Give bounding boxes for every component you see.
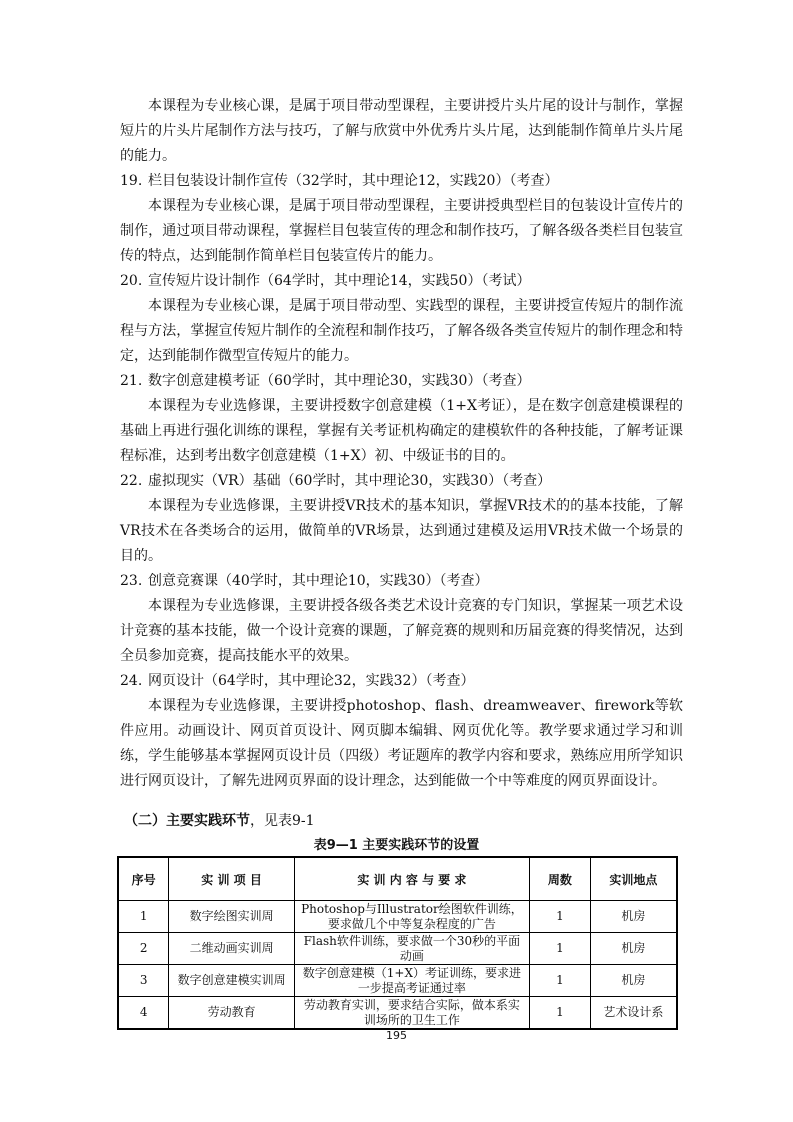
course-title: 栏目包装设计制作宣传（32学时，其中理论12，实践20）（考查） <box>148 173 559 189</box>
cell-location: 机房 <box>590 933 677 965</box>
section-table-ref: ，见表9-1 <box>250 813 315 829</box>
course-title: 创意竞赛课（40学时，其中理论10，实践30）（考查） <box>148 573 489 589</box>
cell-index: 4 <box>118 997 169 1030</box>
course-description-23: 本课程为专业选修课，主要讲授各级各类艺术设计竞赛的专门知识，掌握某一项艺术设计竞赛的基本技能，做一个设计竞赛的课题，了解竞赛的规则和历届竞赛的得奖情况，达到全员参加竞赛，提高技能水平的效果。 <box>120 598 683 664</box>
section-title: （二）主要实践环节 <box>124 813 250 829</box>
practice-table <box>117 856 678 1030</box>
cell-location: 艺术设计系 <box>590 997 677 1030</box>
table-header-row <box>118 857 677 901</box>
cell-location: 机房 <box>590 965 677 997</box>
course-description-20: 本课程为专业核心课，是属于项目带动型、实践型的课程，主要讲授宣传短片的制作流程与方法，掌握宣传短片制作的全流程和制作技巧，了解各级各类宣传短片的制作理念和特定，达到能制作微型宣传短片的能力。 <box>120 298 683 364</box>
header-weeks: 周数 <box>530 857 591 901</box>
cell-project: 劳动教育 <box>169 997 294 1030</box>
course-description-22: 本课程为专业选修课，主要讲授VR技术的基本知识，掌握VR技术的的基本技能，了解VR技术在各类场合的运用，做简单的VR场景，达到通过建模及运用VR技术做一个场景的目的。 <box>120 498 683 564</box>
table-row <box>118 933 677 965</box>
course-description-24: 本课程为专业选修课，主要讲授photoshop、flash、dreamweaver、firework等软件应用。动画设计、网页首页设计、网页脚本编辑、网页优化等。教学要求通过学习和训练，学生能够基本掌握网页设计员（四级）考证题库的教学内容和要求，熟练应用所学知识进行网页设计，了解先进网页界面的设计理念，达到能做一个中等难度的网页界面设计。 <box>120 698 683 789</box>
course-title: 网页设计（64学时，其中理论32，实践32）（考查） <box>148 673 475 689</box>
course-heading-20 <box>120 269 683 294</box>
cell-weeks: 1 <box>530 997 591 1030</box>
section-heading <box>124 811 315 831</box>
header-index: 序号 <box>118 857 169 901</box>
table-row <box>118 997 677 1030</box>
course-number: 21. <box>120 373 143 389</box>
cell-project: 二维动画实训周 <box>169 933 294 965</box>
cell-index: 2 <box>118 933 169 965</box>
course-heading-24 <box>120 669 683 694</box>
cell-index: 3 <box>118 965 169 997</box>
cell-location: 机房 <box>590 901 677 933</box>
course-heading-22 <box>120 469 683 494</box>
cell-weeks: 1 <box>530 901 591 933</box>
header-project: 实 训 项 目 <box>169 857 294 901</box>
header-content: 实 训 内 容 与 要 求 <box>294 857 529 901</box>
cell-content: Flash软件训练，要求做一个30秒的平面动画 <box>294 933 529 965</box>
course-title: 数字创意建模考证（60学时，其中理论30，实践30）（考查） <box>148 373 531 389</box>
table-caption: 表9—1 主要实践环节的设置 <box>313 838 480 853</box>
cell-content: 劳动教育实训，要求结合实际，做本系实训场所的卫生工作 <box>294 997 529 1030</box>
course-descriptions <box>120 94 683 794</box>
page-number: 195 <box>386 1029 407 1042</box>
cell-content: Photoshop与Illustrator绘图软件训练，要求做几个中等复杂程度的广告 <box>294 901 529 933</box>
course-number: 22. <box>120 473 143 489</box>
table-row <box>118 901 677 933</box>
cell-project: 数字创意建模实训周 <box>169 965 294 997</box>
course-heading-19 <box>120 169 683 194</box>
table-row <box>118 965 677 997</box>
course-description-21: 本课程为专业选修课，主要讲授数字创意建模（1+X考证），是在数字创意建模课程的基础上再进行强化训练的课程，掌握有关考证机构确定的建模软件的各种技能，了解考证课程标准，达到考出数字创意建模（1+X）初、中级证书的目的。 <box>120 398 683 464</box>
cell-weeks: 1 <box>530 965 591 997</box>
header-location: 实训地点 <box>590 857 677 901</box>
course-title: 虚拟现实（VR）基础（60学时，其中理论30，实践30）（考查） <box>148 473 552 489</box>
course-number: 24. <box>120 673 143 689</box>
cell-weeks: 1 <box>530 933 591 965</box>
course-description-19: 本课程为专业核心课，是属于项目带动型课程，主要讲授典型栏目的包装设计宣传片的制作，通过项目带动课程，掌握栏目包装宣传的理念和制作技巧，了解各级各类栏目包装宣传的特点，达到能制作简单栏目包装宣传片的能力。 <box>120 198 683 264</box>
course-heading-23 <box>120 569 683 594</box>
cell-project: 数字绘图实训周 <box>169 901 294 933</box>
cell-content: 数字创意建模（1+X）考证训练，要求进一步提高考证通过率 <box>294 965 529 997</box>
intro-paragraph: 本课程为专业核心课，是属于项目带动型课程，主要讲授片头片尾的设计与制作，掌握短片的片头片尾制作方法与技巧，了解与欣赏中外优秀片头片尾，达到能制作简单片头片尾的能力。 <box>120 98 683 164</box>
course-number: 19. <box>120 173 143 189</box>
course-number: 20. <box>120 273 143 289</box>
course-title: 宣传短片设计制作（64学时，其中理论14，实践50）（考试） <box>148 273 531 289</box>
course-heading-21 <box>120 369 683 394</box>
course-number: 23. <box>120 573 143 589</box>
cell-index: 1 <box>118 901 169 933</box>
